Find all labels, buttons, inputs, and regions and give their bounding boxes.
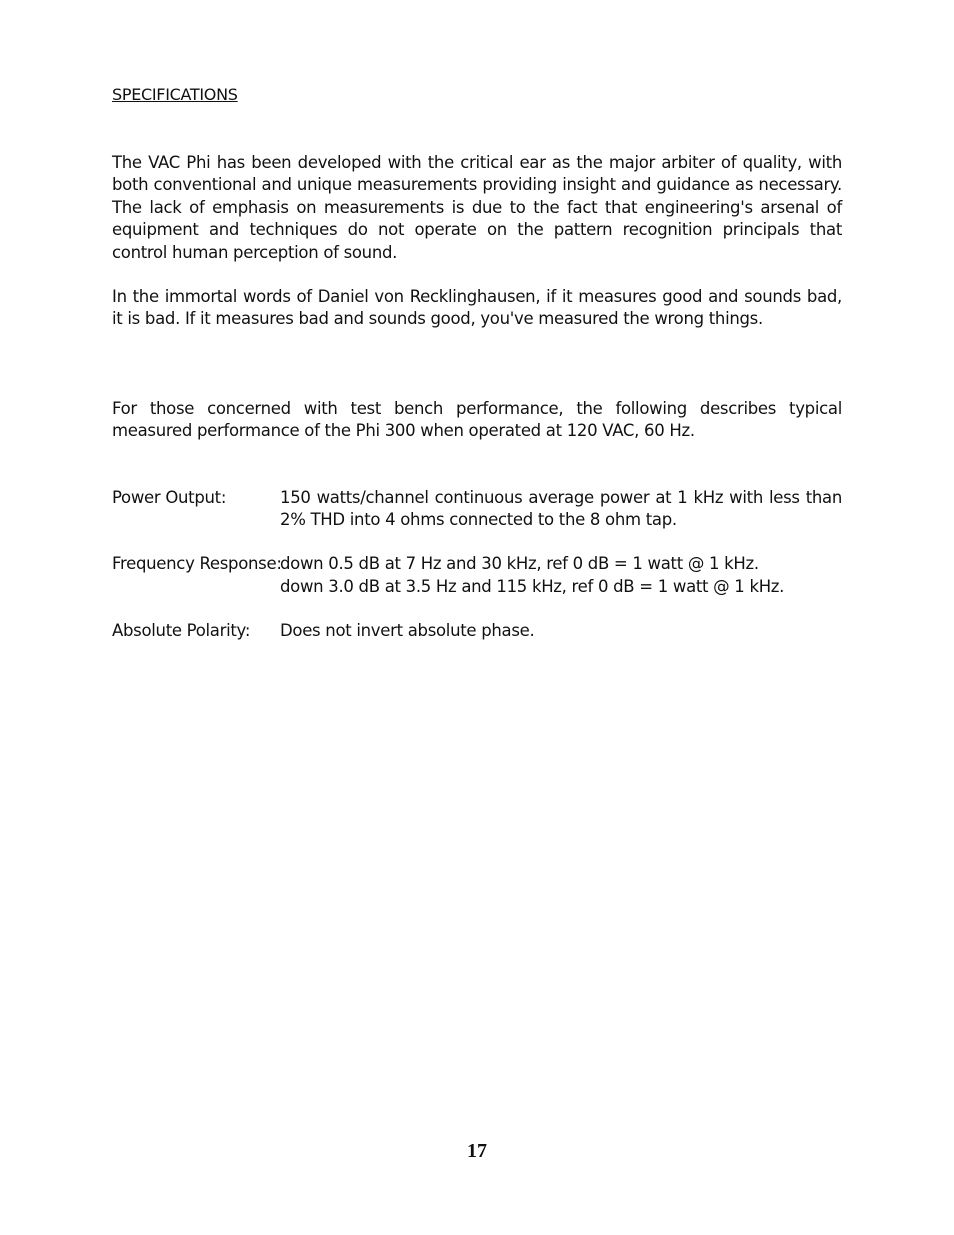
intro-paragraph: The VAC Phi has been developed with the critical ear as the major arbiter of quality, with both conventional and unique measurements providing insight and guidance as necessary. The lack of emphasis on measurements is due to the fact that engineering's arsenal of equipment and techniques do not operate on the pattern recognition principals that control human perception of sound. (112, 153, 842, 262)
spec-label: Power Output: (112, 487, 227, 507)
section-heading: SPECIFICATIONS (112, 85, 238, 104)
spec-value (280, 553, 842, 598)
spec-value-line: down 0.5 dB at 7 Hz and 30 kHz, ref 0 dB = 1 watt @ 1 kHz. (280, 554, 759, 574)
page-content (112, 84, 842, 665)
spec-list (112, 487, 842, 643)
spec-row-frequency-response (112, 553, 842, 598)
spec-value-line: down 3.0 dB at 3.5 Hz and 115 kHz, ref 0 dB = 1 watt @ 1 kHz. (280, 576, 785, 596)
spec-row-power-output (112, 487, 842, 532)
spec-value (280, 487, 842, 532)
spec-value-line: Does not invert absolute phase. (280, 621, 535, 641)
spec-label: Frequency Response: (112, 554, 282, 574)
spec-value (280, 620, 842, 642)
quote-paragraph: In the immortal words of Daniel von Recklinghausen, if it measures good and sounds bad, it is bad. If it measures bad and sounds good, you've measured the wrong things. (112, 287, 842, 329)
page-number: 17 (467, 1140, 487, 1162)
spec-label: Absolute Polarity: (112, 621, 251, 641)
bench-paragraph: For those concerned with test bench performance, the following describes typical measured performance of the Phi 300 when operated at 120 VAC, 60 Hz. (112, 398, 842, 441)
spec-row-absolute-polarity (112, 620, 842, 642)
spec-value-line: 150 watts/channel continuous average power at 1 kHz with less than 2% THD into 4 ohms connected to the 8 ohm tap. (280, 487, 842, 530)
